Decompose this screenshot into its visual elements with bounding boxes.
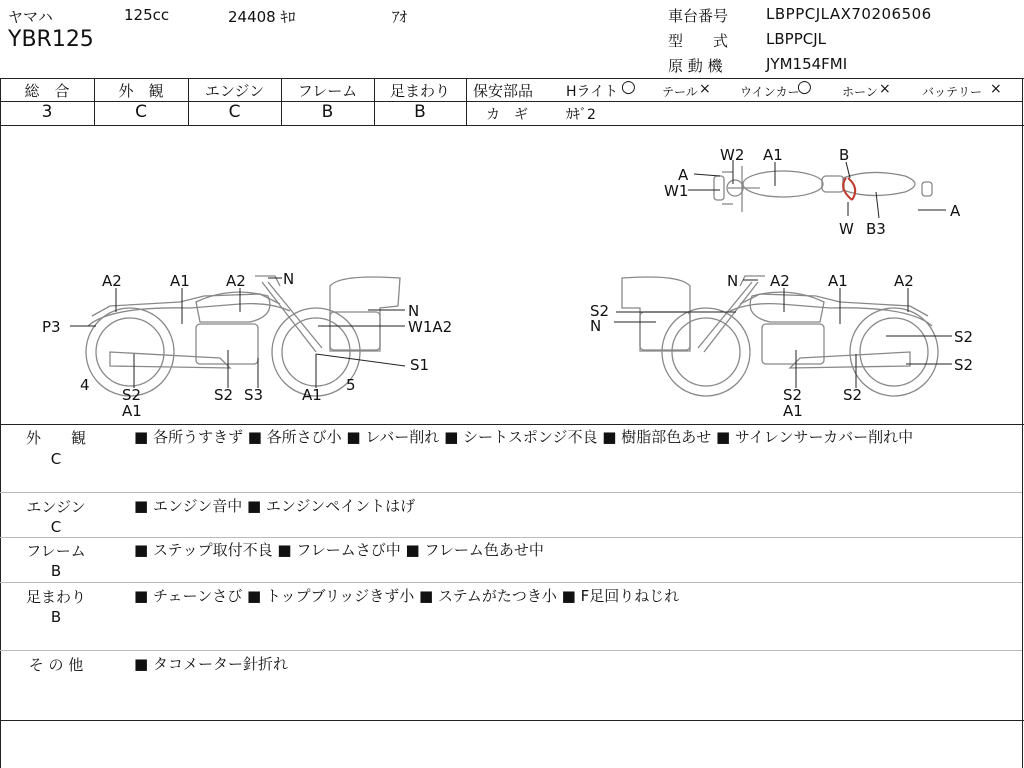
tail-label: テール <box>662 85 698 99</box>
remark-grade: B <box>50 608 62 626</box>
diagram-label: A <box>678 166 689 184</box>
diagram-label: B3 <box>866 220 886 238</box>
grade-value: C <box>228 102 241 122</box>
model-name: YBR125 <box>8 27 94 52</box>
safety-label: 保安部品 <box>473 82 534 100</box>
remark-label: 足まわり <box>25 588 86 606</box>
diagram-label: S2 <box>122 386 142 404</box>
diagram-label: S2 <box>590 302 610 320</box>
type-label: 型 式 <box>668 32 729 50</box>
remark-label: エンジン <box>26 498 86 516</box>
diagram-label: A1 <box>763 146 783 164</box>
mileage: 24408 ｷﾛ <box>228 8 296 26</box>
battery-label: バッテリー <box>922 85 983 99</box>
type-value: LBPPCJL <box>766 30 826 48</box>
diagram-label: A2 <box>102 272 122 290</box>
diagram-label: N <box>727 272 739 290</box>
grade-value: B <box>414 102 426 122</box>
diagram-label: N <box>408 302 420 320</box>
key-label: カ ギ <box>486 107 528 123</box>
grade-label: 足まわり <box>389 82 450 100</box>
diagram-label: S2 <box>214 386 234 404</box>
damage-diagram <box>0 126 1022 424</box>
frame-number: LBPPCJLAX70206506 <box>766 5 932 23</box>
divider <box>1022 78 1023 768</box>
diagram-label: P3 <box>42 318 61 336</box>
engine-label: 原 動 機 <box>668 57 723 75</box>
horn-mark: × <box>879 81 891 97</box>
diagram-label: W <box>839 220 854 238</box>
top-view-bike <box>714 166 932 212</box>
diagram-label: S2 <box>954 328 974 346</box>
diagram-label: A2 <box>226 272 246 290</box>
grade-label: 総 合 <box>24 82 70 100</box>
grade-label: エンジン <box>204 82 265 100</box>
divider <box>0 582 1022 583</box>
diagram-label: A <box>950 202 961 220</box>
grade-value: B <box>321 102 334 122</box>
remark-text: ■ ステップ取付不良 ■ フレームさび中 ■ フレーム色あせ中 <box>134 541 544 559</box>
diagram-label: A1 <box>170 272 190 290</box>
diagram-label: 4 <box>80 376 90 394</box>
diagram-label: A2 <box>894 272 914 290</box>
grade-value: 3 <box>41 102 53 122</box>
remark-text: ■ エンジン音中 ■ エンジンペイントはげ <box>134 497 416 515</box>
divider <box>466 78 467 125</box>
diagram-label: N <box>283 270 295 288</box>
remark-text: ■ チェーンさび ■ トップブリッジきず小 ■ ステムがたつき小 ■ F足回りねじれ <box>134 587 680 605</box>
diagram-label: W2 <box>720 146 745 164</box>
remark-text: ■ 各所うすきず ■ 各所さび小 ■ レバー削れ ■ シートスポンジ不良 ■ 樹脂部色あせ ■ サイレンサーカバー削れ中 <box>134 428 914 446</box>
diagram-label: B <box>839 146 850 164</box>
diagram-label: W1 <box>664 182 689 200</box>
diagram-label: W1A2 <box>408 318 453 336</box>
remark-text: ■ タコメーター針折れ <box>134 655 288 673</box>
remark-label: 外 観 <box>25 429 86 447</box>
remark-label: そ の 他 <box>28 656 84 674</box>
divider <box>0 650 1022 651</box>
diagram-label: S2 <box>954 356 974 374</box>
horn-label: ホーン <box>842 85 878 99</box>
remark-grade: C <box>50 450 62 468</box>
diagram-label: A2 <box>770 272 790 290</box>
headlight-label: Hライト <box>566 84 619 100</box>
diagram-label: A1 <box>122 402 142 420</box>
remark-label: フレーム <box>26 542 86 560</box>
headlight-mark: ○ <box>621 77 636 97</box>
diagram-label: S3 <box>244 386 264 404</box>
diagram-label: S1 <box>410 356 430 374</box>
diagram-label: A1 <box>828 272 848 290</box>
battery-mark: × <box>990 81 1002 97</box>
grade-label: フレーム <box>297 82 358 100</box>
maker: ヤマハ <box>8 8 53 26</box>
grade-label: 外 観 <box>118 82 164 100</box>
divider <box>0 720 1024 721</box>
divider <box>0 78 1024 79</box>
displacement: 125cc <box>124 6 170 24</box>
winker-label: ウインカー <box>740 85 800 99</box>
grade-value: C <box>135 102 147 122</box>
diagram-label: A1 <box>302 386 322 404</box>
remark-grade: B <box>50 562 62 580</box>
diagram-label: N <box>590 317 602 335</box>
engine-value: JYM154FMI <box>766 55 848 73</box>
diagram-label: A1 <box>783 402 803 420</box>
remark-grade: C <box>50 518 62 536</box>
diagram-label: S2 <box>783 386 803 404</box>
winker-mark: ○ <box>797 77 812 97</box>
color: ｱｵ <box>392 8 408 26</box>
frame-number-label: 車台番号 <box>668 7 729 25</box>
diagram-label: 5 <box>346 376 356 394</box>
diagram-label: S2 <box>843 386 863 404</box>
key-value: ｶｷﾞ2 <box>566 107 596 123</box>
tail-mark: × <box>699 81 711 97</box>
divider <box>466 101 1022 102</box>
divider <box>0 492 1022 493</box>
